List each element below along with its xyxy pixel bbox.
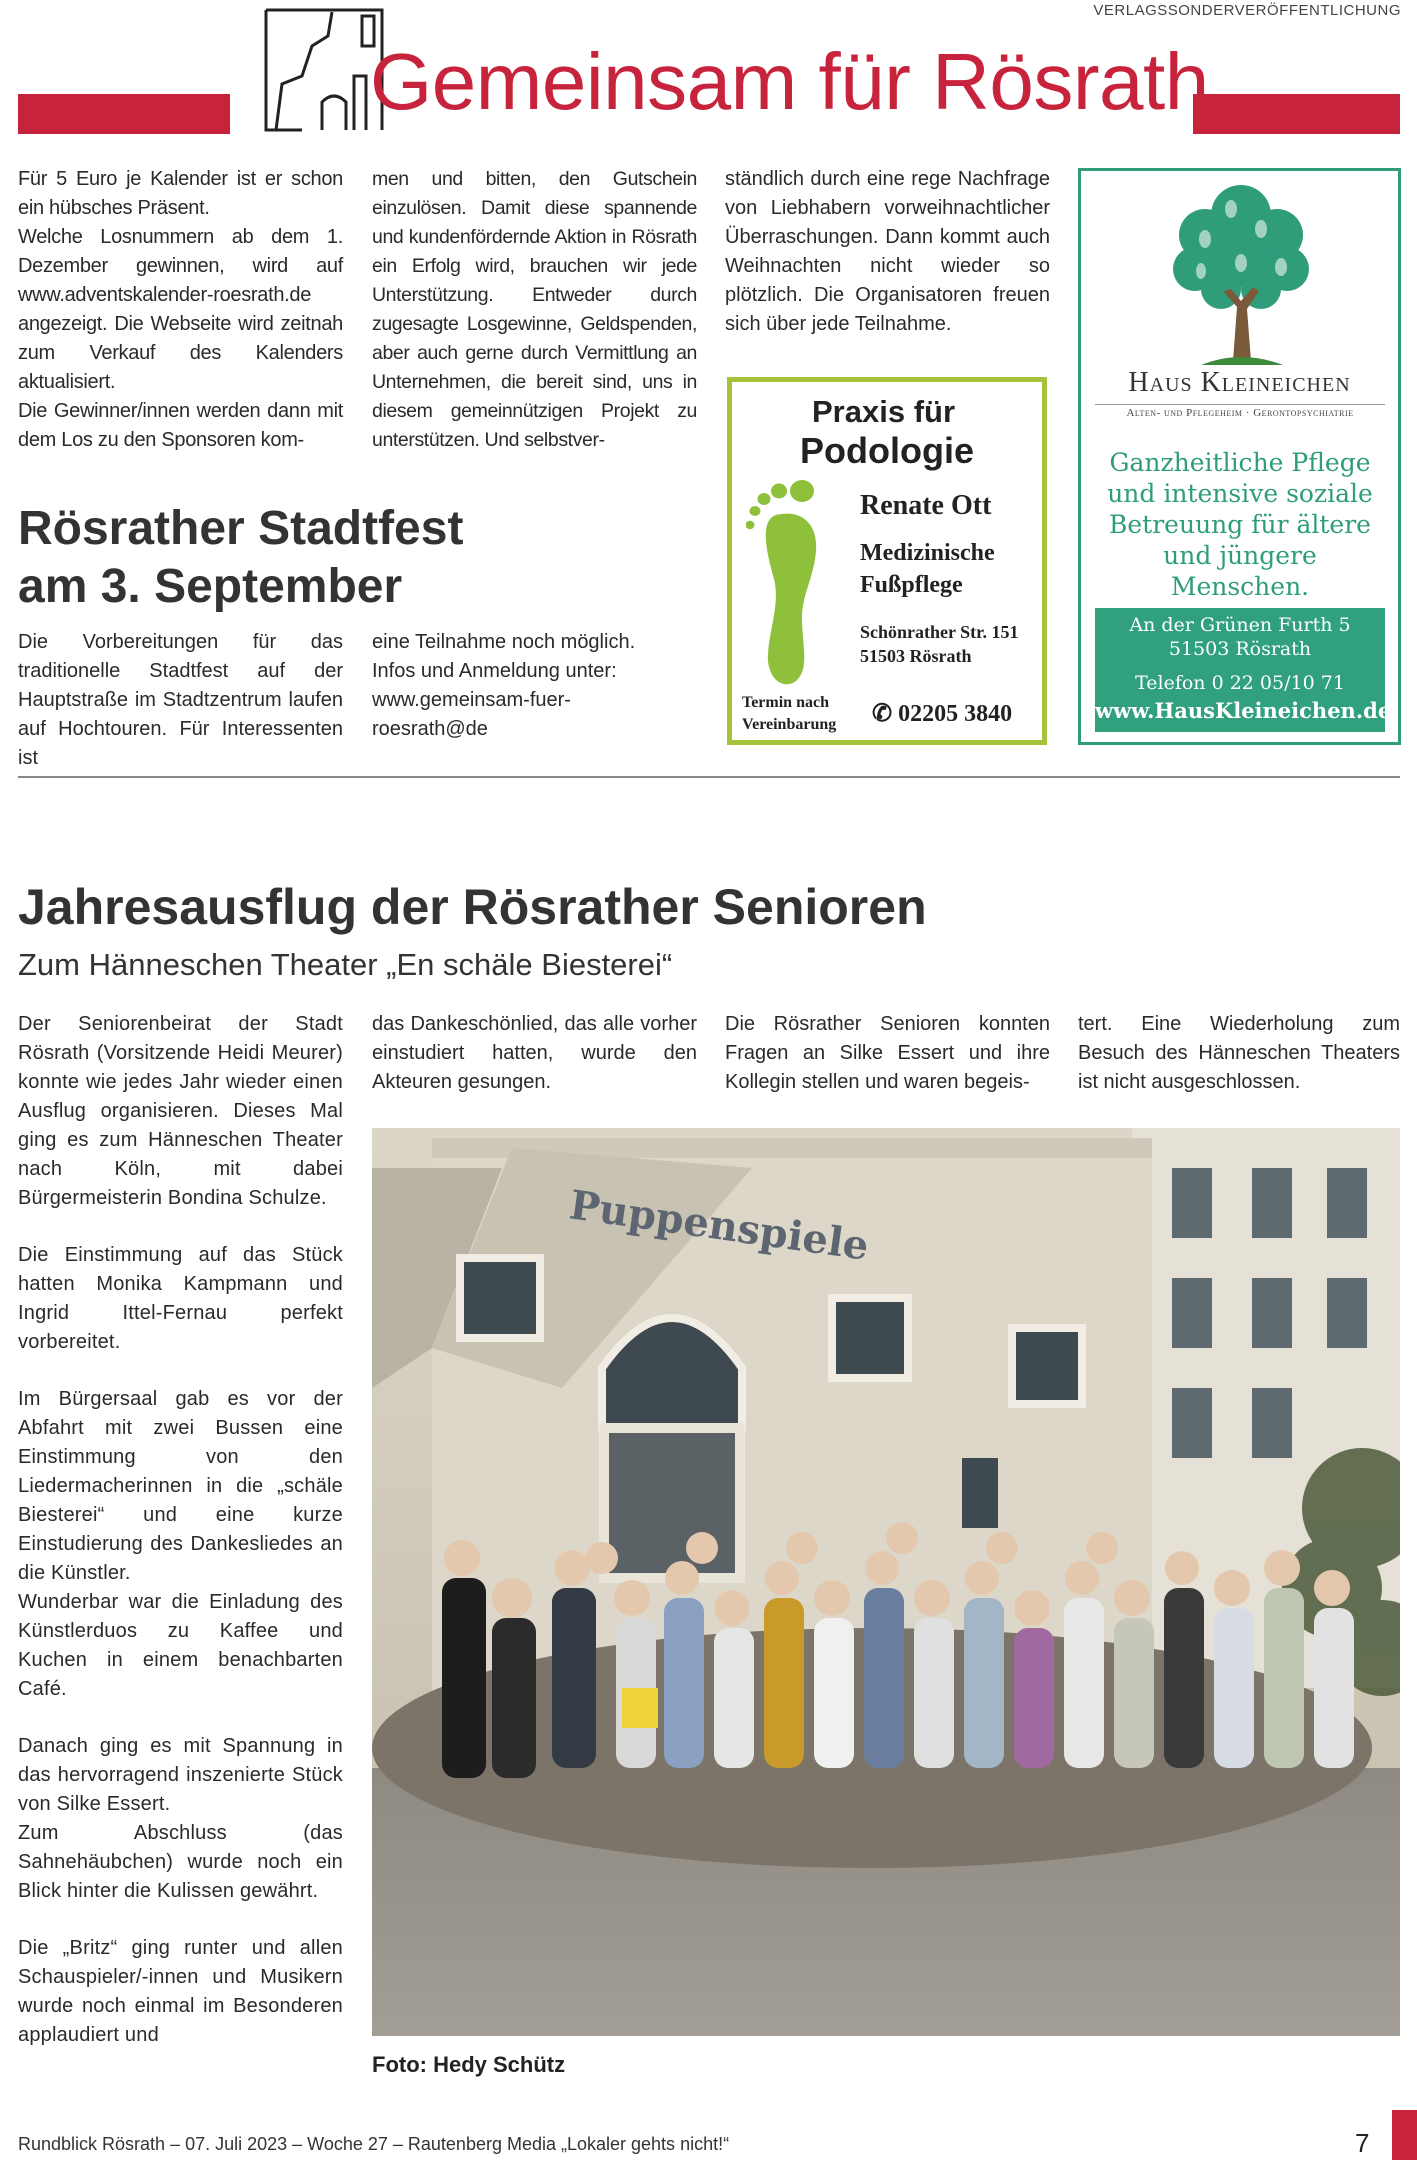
article-photo (372, 1128, 1400, 2036)
ad-brand-sub: Alten- und Pflegeheim · Gerontopsychiatrie (1095, 404, 1385, 419)
paragraph: Die Vorbereitungen für das traditionelle Stadtfest auf der Hauptstraße im Stadtzentrum laufen auf Hochtouren. Für Interessenten ist (18, 631, 343, 769)
ad-podologie (727, 377, 1047, 745)
ad-spec-1: Medizinische (860, 540, 995, 566)
ad-city: 51503 Rösrath (860, 646, 972, 666)
paragraph: ständlich durch eine rege Nachfrage von Liebhabern vorweihnachtlicher Überraschungen. Dann kommt auch Weihnachten nicht wieder so plötzlich. Die Organisatoren freuen sich über jede Teilnahme. (725, 168, 1050, 335)
article-col-1 (18, 1010, 343, 2050)
paragraph: Die Gewinner/innen werden dann mit dem Los zu den Sponsoren kom- (18, 400, 343, 451)
paragraph: das Dankeschönlied, das alle vorher einstudiert hatten, wurde den Akteuren gesungen. (372, 1013, 697, 1093)
footer-info: Rundblick Rösrath – 07. Juli 2023 – Woche 27 – Rautenberg Media „Lokaler gehts nicht!“ (18, 2134, 730, 2154)
section-title: Gemeinsam für Rösrath (370, 37, 1209, 126)
top-article-col-2 (372, 165, 697, 455)
ad-address-2: 51503 Rösrath (1168, 638, 1312, 660)
tree-icon (1161, 179, 1321, 369)
foot-icon (746, 477, 826, 687)
ad-website-link[interactable]: www.HausKleineichen.de (1095, 698, 1392, 723)
paragraph: Im Bürgersaal gab es vor der Abfahrt mit zwei Bussen eine Einstimmung von den Liedermacherinnen in die „schäle Biesterei“ und eine kurze Einstudierung des Dankesliedes an die Künstler. (18, 1388, 343, 1584)
ad-title-1: Praxis für (812, 394, 956, 429)
article-headline: Jahresausflug der Rösrather Senioren (18, 879, 927, 935)
stadtfest-col-1 (18, 628, 343, 773)
stadtfest-headline-2: am 3. September (18, 560, 403, 613)
ad-title-2: Podologie (800, 430, 974, 471)
paragraph: Der Seniorenbeirat der Stadt Rösrath (Vorsitzende Heidi Meurer) konnte wie jedes Jahr wieder einen Ausflug organisieren. Dieses Mal ging es zum Hänneschen Theater nach Köln, mit dabei Bürgermeisterin Bondina Schulze. (18, 1013, 343, 1209)
stadtfest-headline-1: Rösrather Stadtfest (18, 502, 464, 555)
ad-claim: Ganzheitliche Pflege und intensive soziale Betreuung für ältere und jüngere Menschen. (1107, 448, 1373, 601)
photo-caption: Foto: Hedy Schütz (372, 2052, 566, 2077)
ad-address-1: An der Grünen Furth 5 (1129, 614, 1351, 636)
top-article-col-1 (18, 165, 343, 455)
link-text[interactable]: roesrath@de (372, 718, 488, 740)
article-col-2 (372, 1010, 697, 1097)
paragraph-line: Infos und Anmeldung unter: (372, 660, 617, 682)
paragraph: Für 5 Euro je Kalender ist er schon ein hübsches Präsent. (18, 168, 343, 219)
ad-phone[interactable]: ✆ 02205 3840 (872, 701, 1013, 727)
page-edge-bar (1392, 2110, 1417, 2160)
header-bar-right (1193, 94, 1400, 134)
paragraph: Die Rösrather Senioren konnten Fragen an Silke Essert und ihre Kollegin stellen und waren begeis- (725, 1013, 1050, 1093)
paragraph: Zum Abschluss (das Sahnehäubchen) wurde noch ein Blick hinter die Kulissen gewährt. (18, 1822, 343, 1902)
article-col-3 (725, 1010, 1050, 1097)
paragraph: men und bitten, den Gutschein einzulösen. Damit diese spannende und kundenfördernde Aktion in Rösrath ein Erfolg wird, brauchen wir jede Unterstützung. Entweder durch zugesagte Losgewinne, Geldspenden, aber auch gerne durch Vermittlung an Unternehmen, die bereit sind, uns in diesem gemeinnützigen Projekt zu unterstützen. Und selbstver- (372, 168, 697, 451)
section-divider (18, 776, 1400, 778)
ad-street: Schönrather Str. 151 (860, 622, 1019, 642)
ad-brand: Haus Kleineichen (1128, 367, 1351, 398)
header-bar-left (18, 94, 230, 134)
stadtfest-col-2 (372, 628, 697, 744)
ad-spec-2: Fußpflege (860, 572, 963, 598)
ad-name: Renate Ott (860, 490, 992, 521)
paragraph: Wunderbar war die Einladung des Künstlerduos zu Kaffee und Kuchen in einem benachbarten Café. (18, 1591, 343, 1700)
paragraph: Welche Losnummern ab dem 1. Dezember gewinnen, wird auf www.adventskalender-roesrath.de angezeigt. Die Webseite wird zeitnah zum Verkauf des Kalenders aktualisiert. (18, 226, 343, 393)
theater-group-photo (372, 1128, 1400, 2036)
link-text[interactable]: www.gemeinsam-fuer- (372, 689, 571, 711)
paragraph-line: eine Teilnahme noch möglich. (372, 631, 636, 653)
article-col-4 (1078, 1010, 1400, 1097)
ad-kleineichen (1078, 168, 1401, 745)
paragraph: tert. Eine Wiederholung zum Besuch des Hänneschen Theaters ist nicht ausgeschlossen. (1078, 1013, 1400, 1093)
paragraph: Die Einstimmung auf das Stück hatten Monika Kampmann und Ingrid Ittel-Fernau perfekt vorbereitet. (18, 1244, 343, 1353)
ad-address-box (1095, 608, 1392, 732)
ad-appointment-2: Vereinbarung (742, 716, 837, 733)
photo-sign-text: Puppenspiele (566, 1181, 872, 1270)
paragraph: Die „Britz“ ging runter und allen Schauspieler/-innen und Musikern wurde noch einmal im Besonderen applaudiert und (18, 1937, 343, 2046)
paragraph: Danach ging es mit Spannung in das hervorragend inszenierte Stück von Silke Essert. (18, 1735, 343, 1815)
ad-appointment-1: Termin nach (742, 694, 829, 711)
kicker-label: VERLAGSSONDERVERÖFFENTLICHUNG (1093, 2, 1401, 19)
ad-phone[interactable]: Telefon 0 22 05/10 71 (1135, 672, 1345, 694)
top-article-col-3 (725, 165, 1050, 339)
article-subheadline: Zum Hänneschen Theater „En schäle Biesterei“ (18, 947, 673, 982)
page-number: 7 (1355, 2128, 1370, 2158)
town-logo-icon (262, 6, 387, 134)
